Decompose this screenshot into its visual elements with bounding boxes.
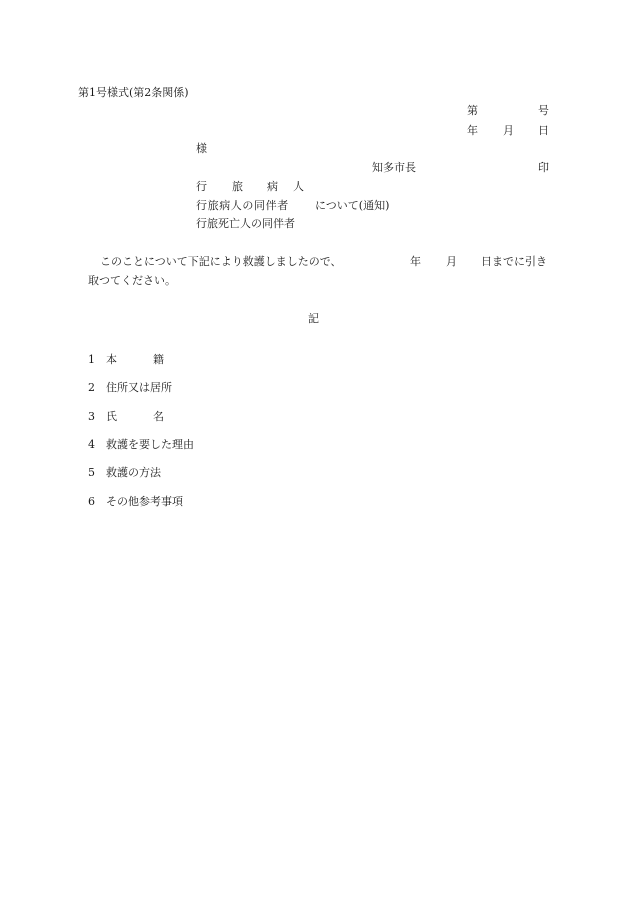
item-number: 5 <box>88 466 95 479</box>
item-label: 救護の方法 <box>106 466 161 479</box>
body-month: 月 <box>446 255 457 268</box>
issuer-seal: 印 <box>538 161 549 174</box>
body-day-suffix: 日までに引き <box>481 255 547 268</box>
item-char: 本 <box>106 353 117 366</box>
item-char: 籍 <box>153 353 164 366</box>
date-year: 年 <box>467 124 478 137</box>
doc-number-dai: 第 <box>467 104 478 117</box>
subject-line-3: 行旅死亡人の同伴者 <box>196 217 295 230</box>
subject-char: 人 <box>293 180 304 193</box>
ki-heading: 記 <box>308 312 319 325</box>
date-month: 月 <box>503 124 514 137</box>
subject-line-2: 行旅病人の同伴者 <box>196 199 289 212</box>
date-day: 日 <box>538 124 549 137</box>
issuer-title: 知多市長 <box>372 161 416 174</box>
item-number: 6 <box>88 495 95 508</box>
form-label: 第1号様式(第2条関係) <box>78 86 189 99</box>
body-part-1: このことについて下記により救護しましたので、 <box>100 255 342 268</box>
item-label: 住所又は居所 <box>106 381 172 394</box>
item-char: 名 <box>153 410 164 423</box>
item-number: 3 <box>88 410 95 423</box>
body-year: 年 <box>410 255 421 268</box>
subject-char: 旅 <box>232 180 243 193</box>
subject-char: 行 <box>196 180 207 193</box>
body-line-2: 取つてください。 <box>88 274 176 287</box>
doc-number-go: 号 <box>538 104 549 117</box>
item-char: 氏 <box>106 410 117 423</box>
subject-char: 病 <box>267 180 278 193</box>
item-number: 1 <box>88 353 95 366</box>
item-label: その他参考事項 <box>106 495 183 508</box>
addressee-suffix: 様 <box>196 142 207 155</box>
item-number: 2 <box>88 381 95 394</box>
item-label: 救護を要した理由 <box>106 438 194 451</box>
subject-line-2-suffix: について(通知) <box>315 199 390 212</box>
item-number: 4 <box>88 438 95 451</box>
